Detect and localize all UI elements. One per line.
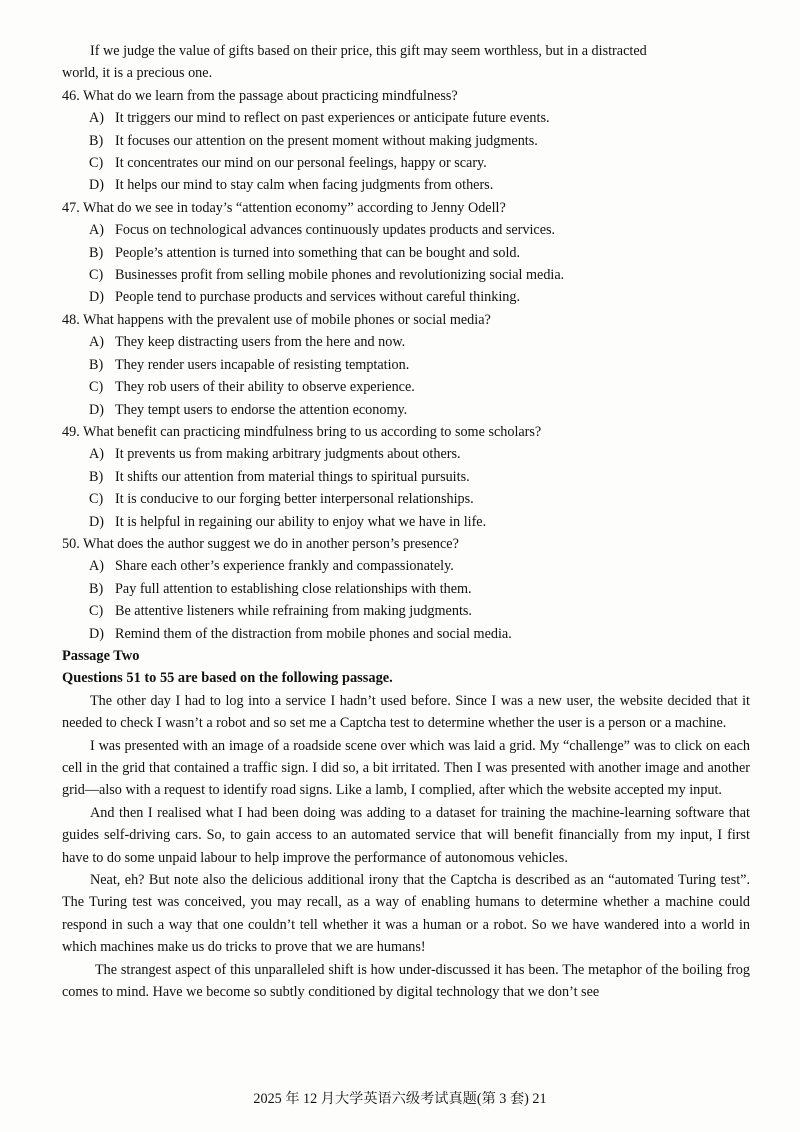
answer-option — [62, 174, 750, 196]
option-text: Be attentive listeners while refraining from making judgments. — [115, 603, 472, 620]
option-text: It triggers our mind to reflect on past experiences or anticipate future events. — [115, 110, 550, 127]
intro-text — [62, 40, 750, 85]
answer-option — [62, 600, 750, 622]
answer-option — [62, 130, 750, 152]
answer-option — [62, 488, 750, 510]
option-letter: B) — [89, 468, 104, 485]
answer-option — [62, 555, 750, 577]
option-letter: B) — [89, 356, 104, 373]
question-number: 46. — [62, 87, 80, 104]
option-text: It prevents us from making arbitrary judgments about others. — [115, 446, 461, 463]
option-letter: A) — [89, 558, 104, 575]
question-stem — [62, 85, 750, 107]
option-text: People tend to purchase products and services without careful thinking. — [115, 289, 521, 306]
option-letter: D) — [89, 289, 104, 306]
intro-line-2: world, it is a precious one. — [62, 65, 213, 82]
answer-option — [62, 331, 750, 353]
option-letter: D) — [89, 401, 104, 418]
passage-instruction: Questions 51 to 55 are based on the following passage. — [62, 670, 393, 687]
answer-option — [62, 286, 750, 308]
question-48 — [62, 309, 750, 421]
answer-option — [62, 242, 750, 264]
answer-option — [62, 399, 750, 421]
question-list — [62, 85, 750, 645]
question-46 — [62, 85, 750, 197]
answer-option — [62, 376, 750, 398]
option-letter: C) — [89, 603, 104, 620]
answer-option — [62, 511, 750, 533]
option-text: It focuses our attention on the present moment without making judgments. — [115, 132, 538, 149]
option-letter: B) — [89, 580, 104, 597]
question-47 — [62, 197, 750, 309]
question-number: 48. — [62, 311, 80, 328]
question-text: What happens with the prevalent use of mobile phones or social media? — [83, 311, 491, 328]
option-text: They keep distracting users from the here and now. — [115, 334, 406, 351]
paragraph-1: The other day I had to log into a service I hadn’t used before. Since I was a new user, the website decided that it needed to check I wasn’t a robot and so set me a Captcha test to determine whether the user is a person or a machine. — [62, 692, 750, 732]
paragraph-2: I was presented with an image of a roadside scene over which was laid a grid. My “challenge” was to click on each cell in the grid that contained a traffic sign. I did so, a bit irritated. Then I was presented with another image and another grid—also with a request to identify road signs. Like a lamb, I complied, after which the website accepted my input. — [62, 737, 750, 799]
answer-option — [62, 623, 750, 645]
paragraph-4: Neat, eh? But note also the delicious additional irony that the Captcha is described as an “automated Turing test”. The Turing test was conceived, you may recall, as a way of enabling humans to determine whether a machine could respond in such a way that one couldn’t tell whether it was a human or a robot. So we have wandered into a world in which machines make us do tricks to prove that we are humans! — [62, 872, 750, 956]
question-text: What benefit can practicing mindfulness bring to us according to some scholars? — [83, 423, 542, 440]
answer-option — [62, 443, 750, 465]
option-text: Share each other’s experience frankly and compassionately. — [115, 558, 454, 575]
answer-option — [62, 354, 750, 376]
question-stem — [62, 421, 750, 443]
question-stem — [62, 197, 750, 219]
option-text: They tempt users to endorse the attention economy. — [115, 401, 408, 418]
option-text: It is conducive to our forging better interpersonal relationships. — [115, 491, 474, 508]
intro-line-1: If we judge the value of gifts based on their price, this gift may seem worthless, but in a distracted — [90, 43, 647, 59]
option-letter: C) — [89, 379, 104, 396]
option-letter: C) — [89, 491, 104, 508]
question-50 — [62, 533, 750, 645]
option-text: Focus on technological advances continuously updates products and services. — [115, 222, 556, 239]
question-stem — [62, 533, 750, 555]
option-letter: C) — [89, 155, 104, 172]
option-text: It is helpful in regaining our ability to enjoy what we have in life. — [115, 513, 487, 530]
answer-option — [62, 264, 750, 286]
question-number: 47. — [62, 199, 80, 216]
option-letter: A) — [89, 110, 104, 127]
question-number: 49. — [62, 423, 80, 440]
option-letter: D) — [89, 625, 104, 642]
answer-option — [62, 107, 750, 129]
option-text: People’s attention is turned into something that can be bought and sold. — [115, 244, 521, 261]
question-49 — [62, 421, 750, 533]
option-letter: B) — [89, 244, 104, 261]
passage-body — [62, 690, 750, 1004]
option-letter: D) — [89, 513, 104, 530]
option-letter: B) — [89, 132, 104, 149]
answer-option — [62, 578, 750, 600]
option-text: It concentrates our mind on our personal feelings, happy or scary. — [115, 155, 487, 172]
passage-title: Passage Two — [62, 647, 140, 664]
option-text: Businesses profit from selling mobile phones and revolutionizing social media. — [115, 267, 565, 284]
paragraph-5: The strangest aspect of this unparalleled shift is how under-discussed it has been. The metaphor of the boiling frog comes to mind. Have we become so subtly conditioned by digital technology that we don’t see — [62, 961, 750, 1001]
option-letter: C) — [89, 267, 104, 284]
option-text: Remind them of the distraction from mobile phones and social media. — [115, 625, 512, 642]
option-letter: A) — [89, 334, 104, 351]
question-text: What do we see in today’s “attention economy” according to Jenny Odell? — [83, 199, 506, 216]
paragraph-3: And then I realised what I had been doing was adding to a dataset for training the machine-learning software that guides self-driving cars. So, to gain access to an automated service that will benefit financially from my input, I first have to do some unpaid labour to help improve the performance of autonomous vehicles. — [62, 804, 750, 866]
option-text: It helps our mind to stay calm when facing judgments from others. — [115, 177, 494, 194]
option-text: Pay full attention to establishing close relationships with them. — [115, 580, 472, 597]
answer-option — [62, 466, 750, 488]
question-text: What do we learn from the passage about practicing mindfulness? — [83, 87, 458, 104]
page-footer: 2025 年 12 月大学英语六级考试真题(第 3 套) 21 — [253, 1091, 547, 1107]
option-text: They rob users of their ability to observe experience. — [115, 379, 415, 396]
answer-option — [62, 219, 750, 241]
question-stem — [62, 309, 750, 331]
option-letter: A) — [89, 222, 104, 239]
option-text: It shifts our attention from material things to spiritual pursuits. — [115, 468, 470, 485]
question-text: What does the author suggest we do in another person’s presence? — [83, 535, 459, 552]
answer-option — [62, 152, 750, 174]
option-letter: A) — [89, 446, 104, 463]
option-letter: D) — [89, 177, 104, 194]
question-number: 50. — [62, 535, 80, 552]
option-text: They render users incapable of resisting temptation. — [115, 356, 410, 373]
